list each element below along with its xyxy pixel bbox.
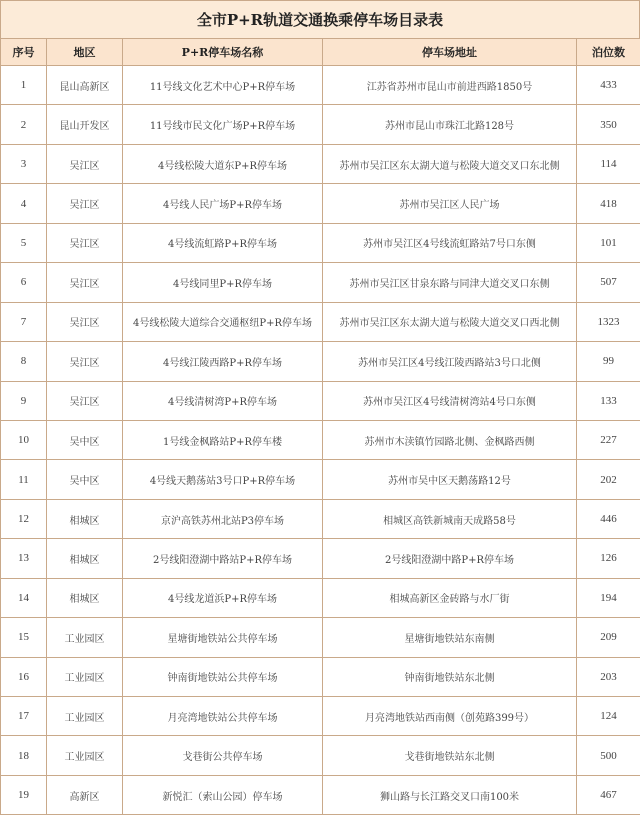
row-name: 新悦汇（索山公园）停车场 xyxy=(123,775,323,814)
table-row xyxy=(1,66,640,105)
row-spaces: 227 xyxy=(577,420,640,459)
row-index: 5 xyxy=(1,223,47,262)
row-address: 苏州市昆山市珠江北路128号 xyxy=(323,105,577,144)
row-index: 4 xyxy=(1,184,47,223)
row-district: 工业园区 xyxy=(47,657,123,696)
table-row xyxy=(1,657,640,696)
table-row xyxy=(1,223,640,262)
row-spaces: 202 xyxy=(577,460,640,499)
table-row xyxy=(1,539,640,578)
row-spaces: 114 xyxy=(577,144,640,183)
table-body xyxy=(1,66,640,815)
row-spaces: 418 xyxy=(577,184,640,223)
row-index: 8 xyxy=(1,342,47,381)
row-name: 2号线阳澄湖中路站P+R停车场 xyxy=(123,539,323,578)
row-address: 狮山路与长江路交叉口南100米 xyxy=(323,775,577,814)
row-address: 相城高新区金砖路与水厂街 xyxy=(323,578,577,617)
row-address: 苏州市吴江区东太湖大道与松陵大道交叉口东北侧 xyxy=(323,144,577,183)
row-address: 苏州市吴中区天鹅荡路12号 xyxy=(323,460,577,499)
table-row xyxy=(1,381,640,420)
header-index: 序号 xyxy=(1,39,47,66)
table-row xyxy=(1,460,640,499)
row-address: 苏州市吴江区4号线流虹路站7号口东侧 xyxy=(323,223,577,262)
row-spaces: 433 xyxy=(577,66,640,105)
table-row xyxy=(1,420,640,459)
row-district: 吴江区 xyxy=(47,342,123,381)
row-spaces: 194 xyxy=(577,578,640,617)
row-address: 钟南街地铁站东北侧 xyxy=(323,657,577,696)
row-spaces: 350 xyxy=(577,105,640,144)
row-name: 4号线天鹅荡站3号口P+R停车场 xyxy=(123,460,323,499)
row-district: 吴江区 xyxy=(47,144,123,183)
row-district: 相城区 xyxy=(47,499,123,538)
page-title: 全市P+R轨道交通换乘停车场目录表 xyxy=(0,0,640,38)
row-spaces: 124 xyxy=(577,697,640,736)
row-name: 4号线人民广场P+R停车场 xyxy=(123,184,323,223)
table-row xyxy=(1,618,640,657)
row-index: 14 xyxy=(1,578,47,617)
row-name: 4号线流虹路P+R停车场 xyxy=(123,223,323,262)
row-spaces: 446 xyxy=(577,499,640,538)
row-address: 苏州市吴江区4号线清树湾站4号口东侧 xyxy=(323,381,577,420)
row-spaces: 467 xyxy=(577,775,640,814)
row-index: 13 xyxy=(1,539,47,578)
row-district: 昆山开发区 xyxy=(47,105,123,144)
table-row xyxy=(1,499,640,538)
row-spaces: 133 xyxy=(577,381,640,420)
row-index: 7 xyxy=(1,302,47,341)
row-name: 4号线同里P+R停车场 xyxy=(123,263,323,302)
row-name: 4号线松陵大道东P+R停车场 xyxy=(123,144,323,183)
row-name: 4号线龙道浜P+R停车场 xyxy=(123,578,323,617)
row-spaces: 1323 xyxy=(577,302,640,341)
row-district: 相城区 xyxy=(47,578,123,617)
row-index: 16 xyxy=(1,657,47,696)
header-address: 停车场地址 xyxy=(323,39,577,66)
row-address: 江苏省苏州市昆山市前进西路1850号 xyxy=(323,66,577,105)
row-address: 相城区高铁新城南天成路58号 xyxy=(323,499,577,538)
row-district: 昆山高新区 xyxy=(47,66,123,105)
row-index: 6 xyxy=(1,263,47,302)
row-name: 11号线文化艺术中心P+R停车场 xyxy=(123,66,323,105)
header-name: P+R停车场名称 xyxy=(123,39,323,66)
table-row xyxy=(1,302,640,341)
row-district: 吴江区 xyxy=(47,302,123,341)
row-address: 月亮湾地铁站西南侧（创苑路399号） xyxy=(323,697,577,736)
row-name: 4号线清树湾P+R停车场 xyxy=(123,381,323,420)
row-name: 钟南街地铁站公共停车场 xyxy=(123,657,323,696)
row-spaces: 203 xyxy=(577,657,640,696)
table-row xyxy=(1,697,640,736)
table-row xyxy=(1,736,640,775)
row-name: 4号线松陵大道综合交通枢纽P+R停车场 xyxy=(123,302,323,341)
table-row xyxy=(1,144,640,183)
row-district: 吴江区 xyxy=(47,184,123,223)
table-row xyxy=(1,184,640,223)
row-spaces: 126 xyxy=(577,539,640,578)
row-district: 吴江区 xyxy=(47,381,123,420)
table-row xyxy=(1,263,640,302)
row-name: 戈巷街公共停车场 xyxy=(123,736,323,775)
row-index: 11 xyxy=(1,460,47,499)
parking-table xyxy=(0,38,640,815)
row-spaces: 500 xyxy=(577,736,640,775)
row-district: 高新区 xyxy=(47,775,123,814)
row-spaces: 209 xyxy=(577,618,640,657)
row-name: 4号线江陵西路P+R停车场 xyxy=(123,342,323,381)
row-spaces: 99 xyxy=(577,342,640,381)
table-row xyxy=(1,342,640,381)
row-address: 星塘街地铁站东南侧 xyxy=(323,618,577,657)
row-name: 星塘街地铁站公共停车场 xyxy=(123,618,323,657)
row-address: 苏州市木渎镇竹园路北侧、金枫路西侧 xyxy=(323,420,577,459)
row-index: 15 xyxy=(1,618,47,657)
header-spaces: 泊位数 xyxy=(577,39,640,66)
table-header-row xyxy=(1,39,640,66)
row-spaces: 507 xyxy=(577,263,640,302)
row-district: 工业园区 xyxy=(47,697,123,736)
row-district: 吴江区 xyxy=(47,223,123,262)
row-index: 12 xyxy=(1,499,47,538)
header-district: 地区 xyxy=(47,39,123,66)
table-row xyxy=(1,775,640,814)
row-name: 京沪高铁苏州北站P3停车场 xyxy=(123,499,323,538)
row-name: 月亮湾地铁站公共停车场 xyxy=(123,697,323,736)
row-index: 19 xyxy=(1,775,47,814)
row-address: 2号线阳澄湖中路P+R停车场 xyxy=(323,539,577,578)
row-index: 3 xyxy=(1,144,47,183)
row-address: 戈巷街地铁站东北侧 xyxy=(323,736,577,775)
row-district: 相城区 xyxy=(47,539,123,578)
table-row xyxy=(1,105,640,144)
row-spaces: 101 xyxy=(577,223,640,262)
row-name: 11号线市民文化广场P+R停车场 xyxy=(123,105,323,144)
row-index: 2 xyxy=(1,105,47,144)
row-address: 苏州市吴江区甘泉东路与同津大道交叉口东侧 xyxy=(323,263,577,302)
row-address: 苏州市吴江区人民广场 xyxy=(323,184,577,223)
row-district: 吴江区 xyxy=(47,263,123,302)
row-district: 吴中区 xyxy=(47,420,123,459)
row-index: 1 xyxy=(1,66,47,105)
row-address: 苏州市吴江区东太湖大道与松陵大道交叉口西北侧 xyxy=(323,302,577,341)
row-address: 苏州市吴江区4号线江陵西路站3号口北侧 xyxy=(323,342,577,381)
row-index: 17 xyxy=(1,697,47,736)
row-district: 工业园区 xyxy=(47,618,123,657)
row-name: 1号线金枫路站P+R停车楼 xyxy=(123,420,323,459)
row-index: 18 xyxy=(1,736,47,775)
row-district: 吴中区 xyxy=(47,460,123,499)
table-row xyxy=(1,578,640,617)
row-district: 工业园区 xyxy=(47,736,123,775)
row-index: 9 xyxy=(1,381,47,420)
row-index: 10 xyxy=(1,420,47,459)
